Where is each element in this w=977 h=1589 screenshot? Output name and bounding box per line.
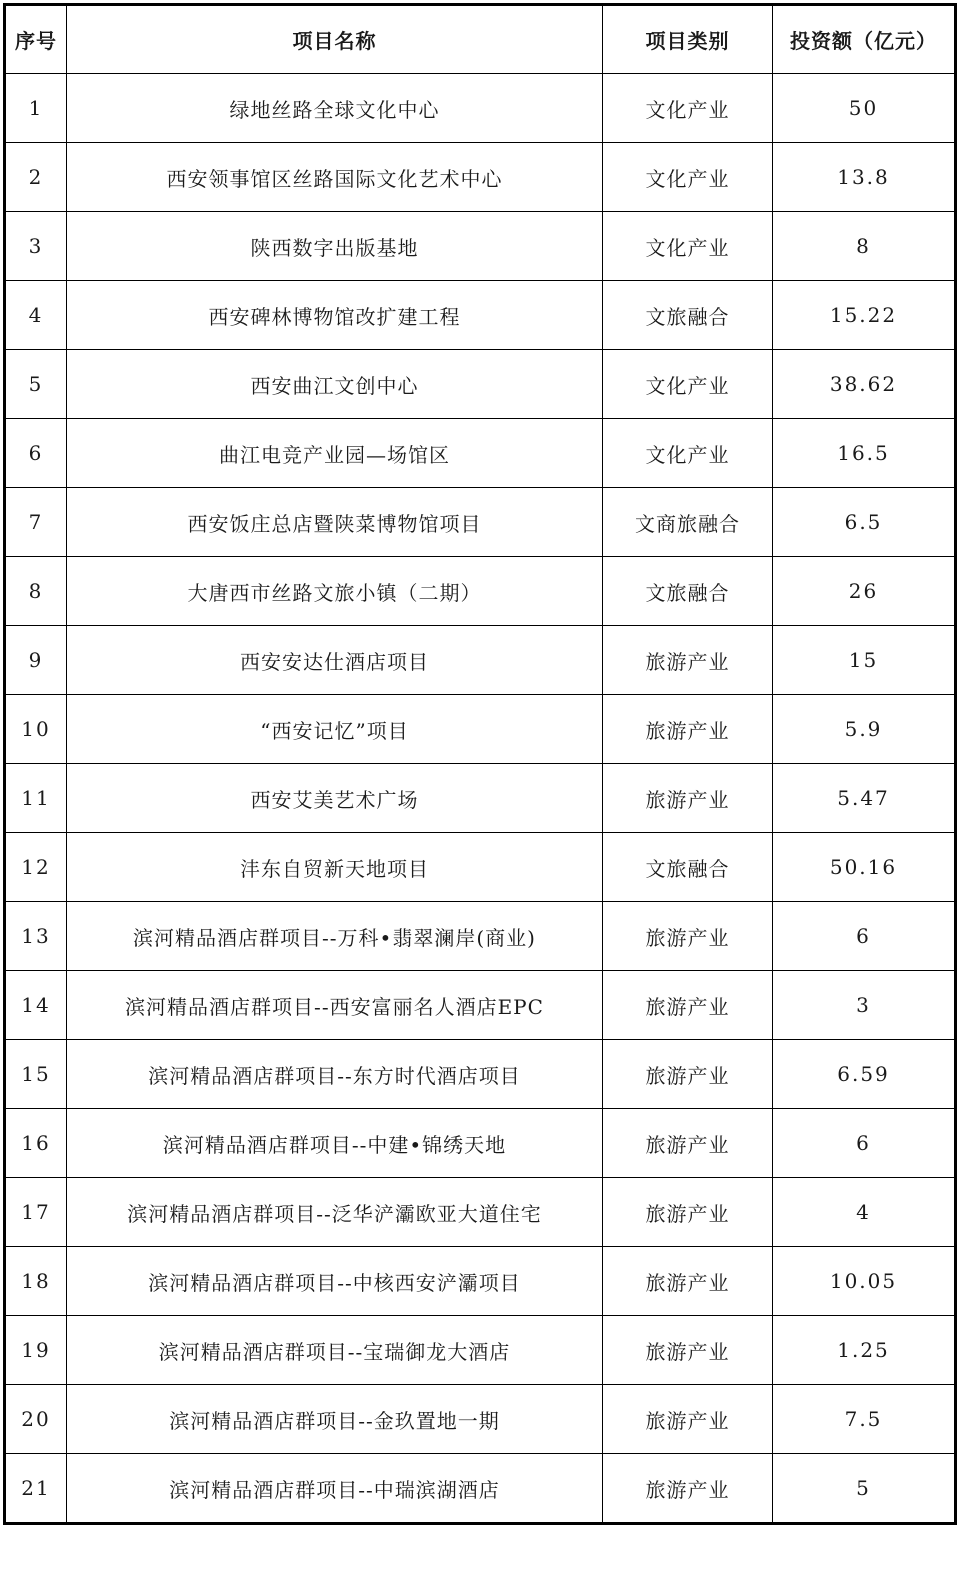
- row-amount-cell: 3: [773, 971, 956, 1040]
- row-category-cell: 旅游产业: [603, 626, 773, 695]
- table-row: [5, 419, 956, 488]
- row-amount-cell: 15.22: [773, 281, 956, 350]
- row-category-cell: 旅游产业: [603, 1109, 773, 1178]
- row-amount-cell: 6.59: [773, 1040, 956, 1109]
- project-investment-table: [3, 3, 957, 1525]
- row-category-cell: 文化产业: [603, 212, 773, 281]
- row-name-cell: 西安曲江文创中心: [67, 350, 603, 419]
- row-index-cell: 2: [5, 143, 67, 212]
- row-category-cell: 旅游产业: [603, 1316, 773, 1385]
- table-row: [5, 1040, 956, 1109]
- row-name-cell: “西安记忆”项目: [67, 695, 603, 764]
- header-row: [5, 5, 956, 74]
- row-index-cell: 6: [5, 419, 67, 488]
- table-row: [5, 1178, 956, 1247]
- table-row: [5, 488, 956, 557]
- row-category-cell: 旅游产业: [603, 764, 773, 833]
- row-index-cell: 3: [5, 212, 67, 281]
- row-category-cell: 旅游产业: [603, 1178, 773, 1247]
- row-name-cell: 西安饭庄总店暨陕菜博物馆项目: [67, 488, 603, 557]
- row-amount-cell: 16.5: [773, 419, 956, 488]
- row-amount-cell: 8: [773, 212, 956, 281]
- row-amount-cell: 13.8: [773, 143, 956, 212]
- row-category-cell: 文化产业: [603, 74, 773, 143]
- row-category-cell: 旅游产业: [603, 1385, 773, 1454]
- row-amount-cell: 5: [773, 1454, 956, 1524]
- row-name-cell: 滨河精品酒店群项目--中核西安浐灞项目: [67, 1247, 603, 1316]
- row-amount-cell: 5.47: [773, 764, 956, 833]
- row-category-cell: 文旅融合: [603, 557, 773, 626]
- row-amount-cell: 1.25: [773, 1316, 956, 1385]
- row-amount-cell: 5.9: [773, 695, 956, 764]
- row-index-cell: 13: [5, 902, 67, 971]
- row-index-cell: 17: [5, 1178, 67, 1247]
- table-row: [5, 1316, 956, 1385]
- row-category-cell: 旅游产业: [603, 695, 773, 764]
- row-category-cell: 文商旅融合: [603, 488, 773, 557]
- row-name-cell: 滨河精品酒店群项目--泛华浐灞欧亚大道住宅: [67, 1178, 603, 1247]
- row-category-cell: 旅游产业: [603, 1454, 773, 1524]
- row-index-cell: 21: [5, 1454, 67, 1524]
- row-name-cell: 沣东自贸新天地项目: [67, 833, 603, 902]
- row-category-cell: 旅游产业: [603, 902, 773, 971]
- row-name-cell: 绿地丝路全球文化中心: [67, 74, 603, 143]
- table-row: [5, 1385, 956, 1454]
- row-category-cell: 文旅融合: [603, 833, 773, 902]
- header-name: 项目名称: [67, 5, 603, 74]
- row-name-cell: 滨河精品酒店群项目--东方时代酒店项目: [67, 1040, 603, 1109]
- row-name-cell: 西安安达仕酒店项目: [67, 626, 603, 695]
- table-row: [5, 695, 956, 764]
- row-index-cell: 4: [5, 281, 67, 350]
- row-index-cell: 10: [5, 695, 67, 764]
- row-category-cell: 文化产业: [603, 419, 773, 488]
- row-name-cell: 滨河精品酒店群项目--西安富丽名人酒店EPC: [67, 971, 603, 1040]
- row-name-cell: 曲江电竞产业园—场馆区: [67, 419, 603, 488]
- row-index-cell: 15: [5, 1040, 67, 1109]
- row-name-cell: 大唐西市丝路文旅小镇（二期）: [67, 557, 603, 626]
- row-amount-cell: 6.5: [773, 488, 956, 557]
- row-category-cell: 文化产业: [603, 350, 773, 419]
- header-category: 项目类别: [603, 5, 773, 74]
- row-name-cell: 滨河精品酒店群项目--金玖置地一期: [67, 1385, 603, 1454]
- row-index-cell: 14: [5, 971, 67, 1040]
- row-index-cell: 12: [5, 833, 67, 902]
- row-name-cell: 滨河精品酒店群项目--中瑞滨湖酒店: [67, 1454, 603, 1524]
- table-row: [5, 902, 956, 971]
- table-row: [5, 281, 956, 350]
- row-amount-cell: 15: [773, 626, 956, 695]
- table-row: [5, 764, 956, 833]
- row-index-cell: 18: [5, 1247, 67, 1316]
- row-amount-cell: 4: [773, 1178, 956, 1247]
- table-row: [5, 833, 956, 902]
- row-category-cell: 旅游产业: [603, 1040, 773, 1109]
- row-index-cell: 11: [5, 764, 67, 833]
- table-row: [5, 626, 956, 695]
- row-index-cell: 20: [5, 1385, 67, 1454]
- table-row: [5, 971, 956, 1040]
- table-row: [5, 1454, 956, 1524]
- table-header: [5, 5, 956, 74]
- row-name-cell: 滨河精品酒店群项目--万科•翡翠澜岸(商业): [67, 902, 603, 971]
- row-index-cell: 7: [5, 488, 67, 557]
- row-name-cell: 西安碑林博物馆改扩建工程: [67, 281, 603, 350]
- row-name-cell: 西安领事馆区丝路国际文化艺术中心: [67, 143, 603, 212]
- table-row: [5, 74, 956, 143]
- header-index: 序号: [5, 5, 67, 74]
- row-amount-cell: 6: [773, 902, 956, 971]
- row-name-cell: 滨河精品酒店群项目--宝瑞御龙大酒店: [67, 1316, 603, 1385]
- row-index-cell: 19: [5, 1316, 67, 1385]
- row-category-cell: 旅游产业: [603, 971, 773, 1040]
- row-amount-cell: 6: [773, 1109, 956, 1178]
- row-name-cell: 陕西数字出版基地: [67, 212, 603, 281]
- table-row: [5, 1109, 956, 1178]
- table-row: [5, 557, 956, 626]
- row-amount-cell: 50.16: [773, 833, 956, 902]
- table-body: [5, 74, 956, 1524]
- row-amount-cell: 50: [773, 74, 956, 143]
- row-amount-cell: 38.62: [773, 350, 956, 419]
- row-index-cell: 9: [5, 626, 67, 695]
- header-amount: 投资额（亿元）: [773, 5, 956, 74]
- row-category-cell: 文旅融合: [603, 281, 773, 350]
- table-row: [5, 143, 956, 212]
- table-row: [5, 350, 956, 419]
- row-index-cell: 5: [5, 350, 67, 419]
- row-category-cell: 文化产业: [603, 143, 773, 212]
- row-amount-cell: 26: [773, 557, 956, 626]
- row-name-cell: 滨河精品酒店群项目--中建•锦绣天地: [67, 1109, 603, 1178]
- row-index-cell: 8: [5, 557, 67, 626]
- table-row: [5, 212, 956, 281]
- row-amount-cell: 7.5: [773, 1385, 956, 1454]
- row-category-cell: 旅游产业: [603, 1247, 773, 1316]
- row-index-cell: 16: [5, 1109, 67, 1178]
- row-amount-cell: 10.05: [773, 1247, 956, 1316]
- row-index-cell: 1: [5, 74, 67, 143]
- row-name-cell: 西安艾美艺术广场: [67, 764, 603, 833]
- table-row: [5, 1247, 956, 1316]
